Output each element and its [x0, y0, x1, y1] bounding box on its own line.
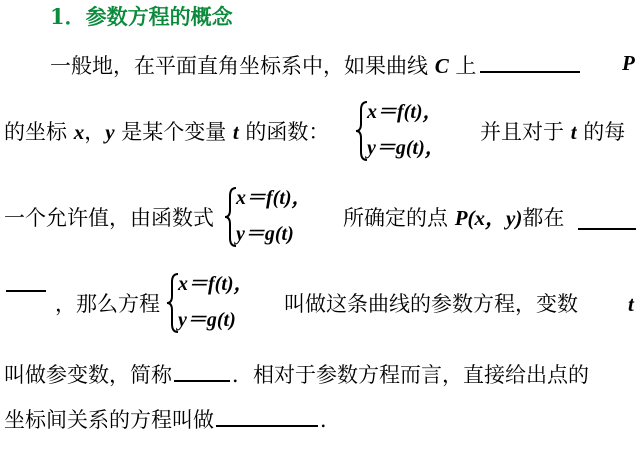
var-x: x	[73, 120, 85, 144]
equation-system-3	[166, 272, 266, 334]
point-P: P(x，y)	[454, 206, 523, 230]
var-t-2: t	[570, 120, 577, 144]
comma: ，	[84, 120, 106, 144]
text-line-4-end: 叫做这条曲线的参数方程，变数	[284, 292, 578, 316]
equation-system-1	[355, 100, 455, 162]
equation-x: x＝f(t)，	[367, 101, 443, 123]
text-line-2	[4, 122, 329, 143]
section-title: 1．参数方程的概念	[50, 4, 233, 29]
blank-3	[174, 362, 230, 382]
text-line-3-end	[343, 208, 564, 229]
var-t-3: t	[628, 292, 634, 316]
blank-2-continued	[6, 290, 46, 292]
text-line-1-start: 一般地，在平面直角坐标系中，如果曲线	[50, 54, 435, 78]
equation-y: y＝g(t)，	[367, 137, 445, 159]
text-line-2-start: 的坐标	[4, 120, 74, 144]
equation-x: x＝f(t)，	[178, 273, 254, 295]
blank-2	[578, 228, 636, 230]
equation-y: y＝g(t)	[178, 309, 236, 331]
text-line-2-tail-a: 并且对于	[480, 120, 571, 144]
var-t: t	[232, 120, 239, 144]
equation-x: x＝f(t)，	[236, 187, 312, 209]
var-P: P	[622, 51, 635, 75]
text-line-1	[50, 53, 580, 77]
blank-4	[216, 407, 318, 427]
text-line-2-end: 的函数：	[238, 120, 330, 144]
text-line-2-tail-b: 的每	[576, 120, 626, 144]
text-line-3-mid: 所确定的点	[343, 206, 455, 230]
text-line-4-start: ，那么方程	[55, 292, 160, 316]
text-line-1-mid: 上	[448, 54, 477, 78]
equation-y: y＝g(t)	[236, 223, 294, 245]
blank-1	[480, 53, 580, 73]
equation-system-2	[224, 186, 324, 248]
text-line-3-start: 一个允许值，由函数式	[4, 206, 214, 230]
var-C: C	[434, 54, 449, 78]
text-line-6-end: ．	[320, 408, 341, 432]
text-line-6	[4, 407, 341, 431]
text-line-2-tail	[480, 122, 625, 143]
text-line-5	[4, 362, 589, 386]
text-line-6-start: 坐标间关系的方程叫做	[4, 408, 214, 432]
text-line-5-end: ．相对于参数方程而言，直接给出点的	[232, 363, 589, 387]
text-line-2-mid: 是某个变量	[114, 120, 233, 144]
text-line-3-tail: 都在	[522, 206, 565, 230]
text-line-5-start: 叫做参变数，简称	[4, 363, 172, 387]
var-y: y	[105, 120, 115, 144]
